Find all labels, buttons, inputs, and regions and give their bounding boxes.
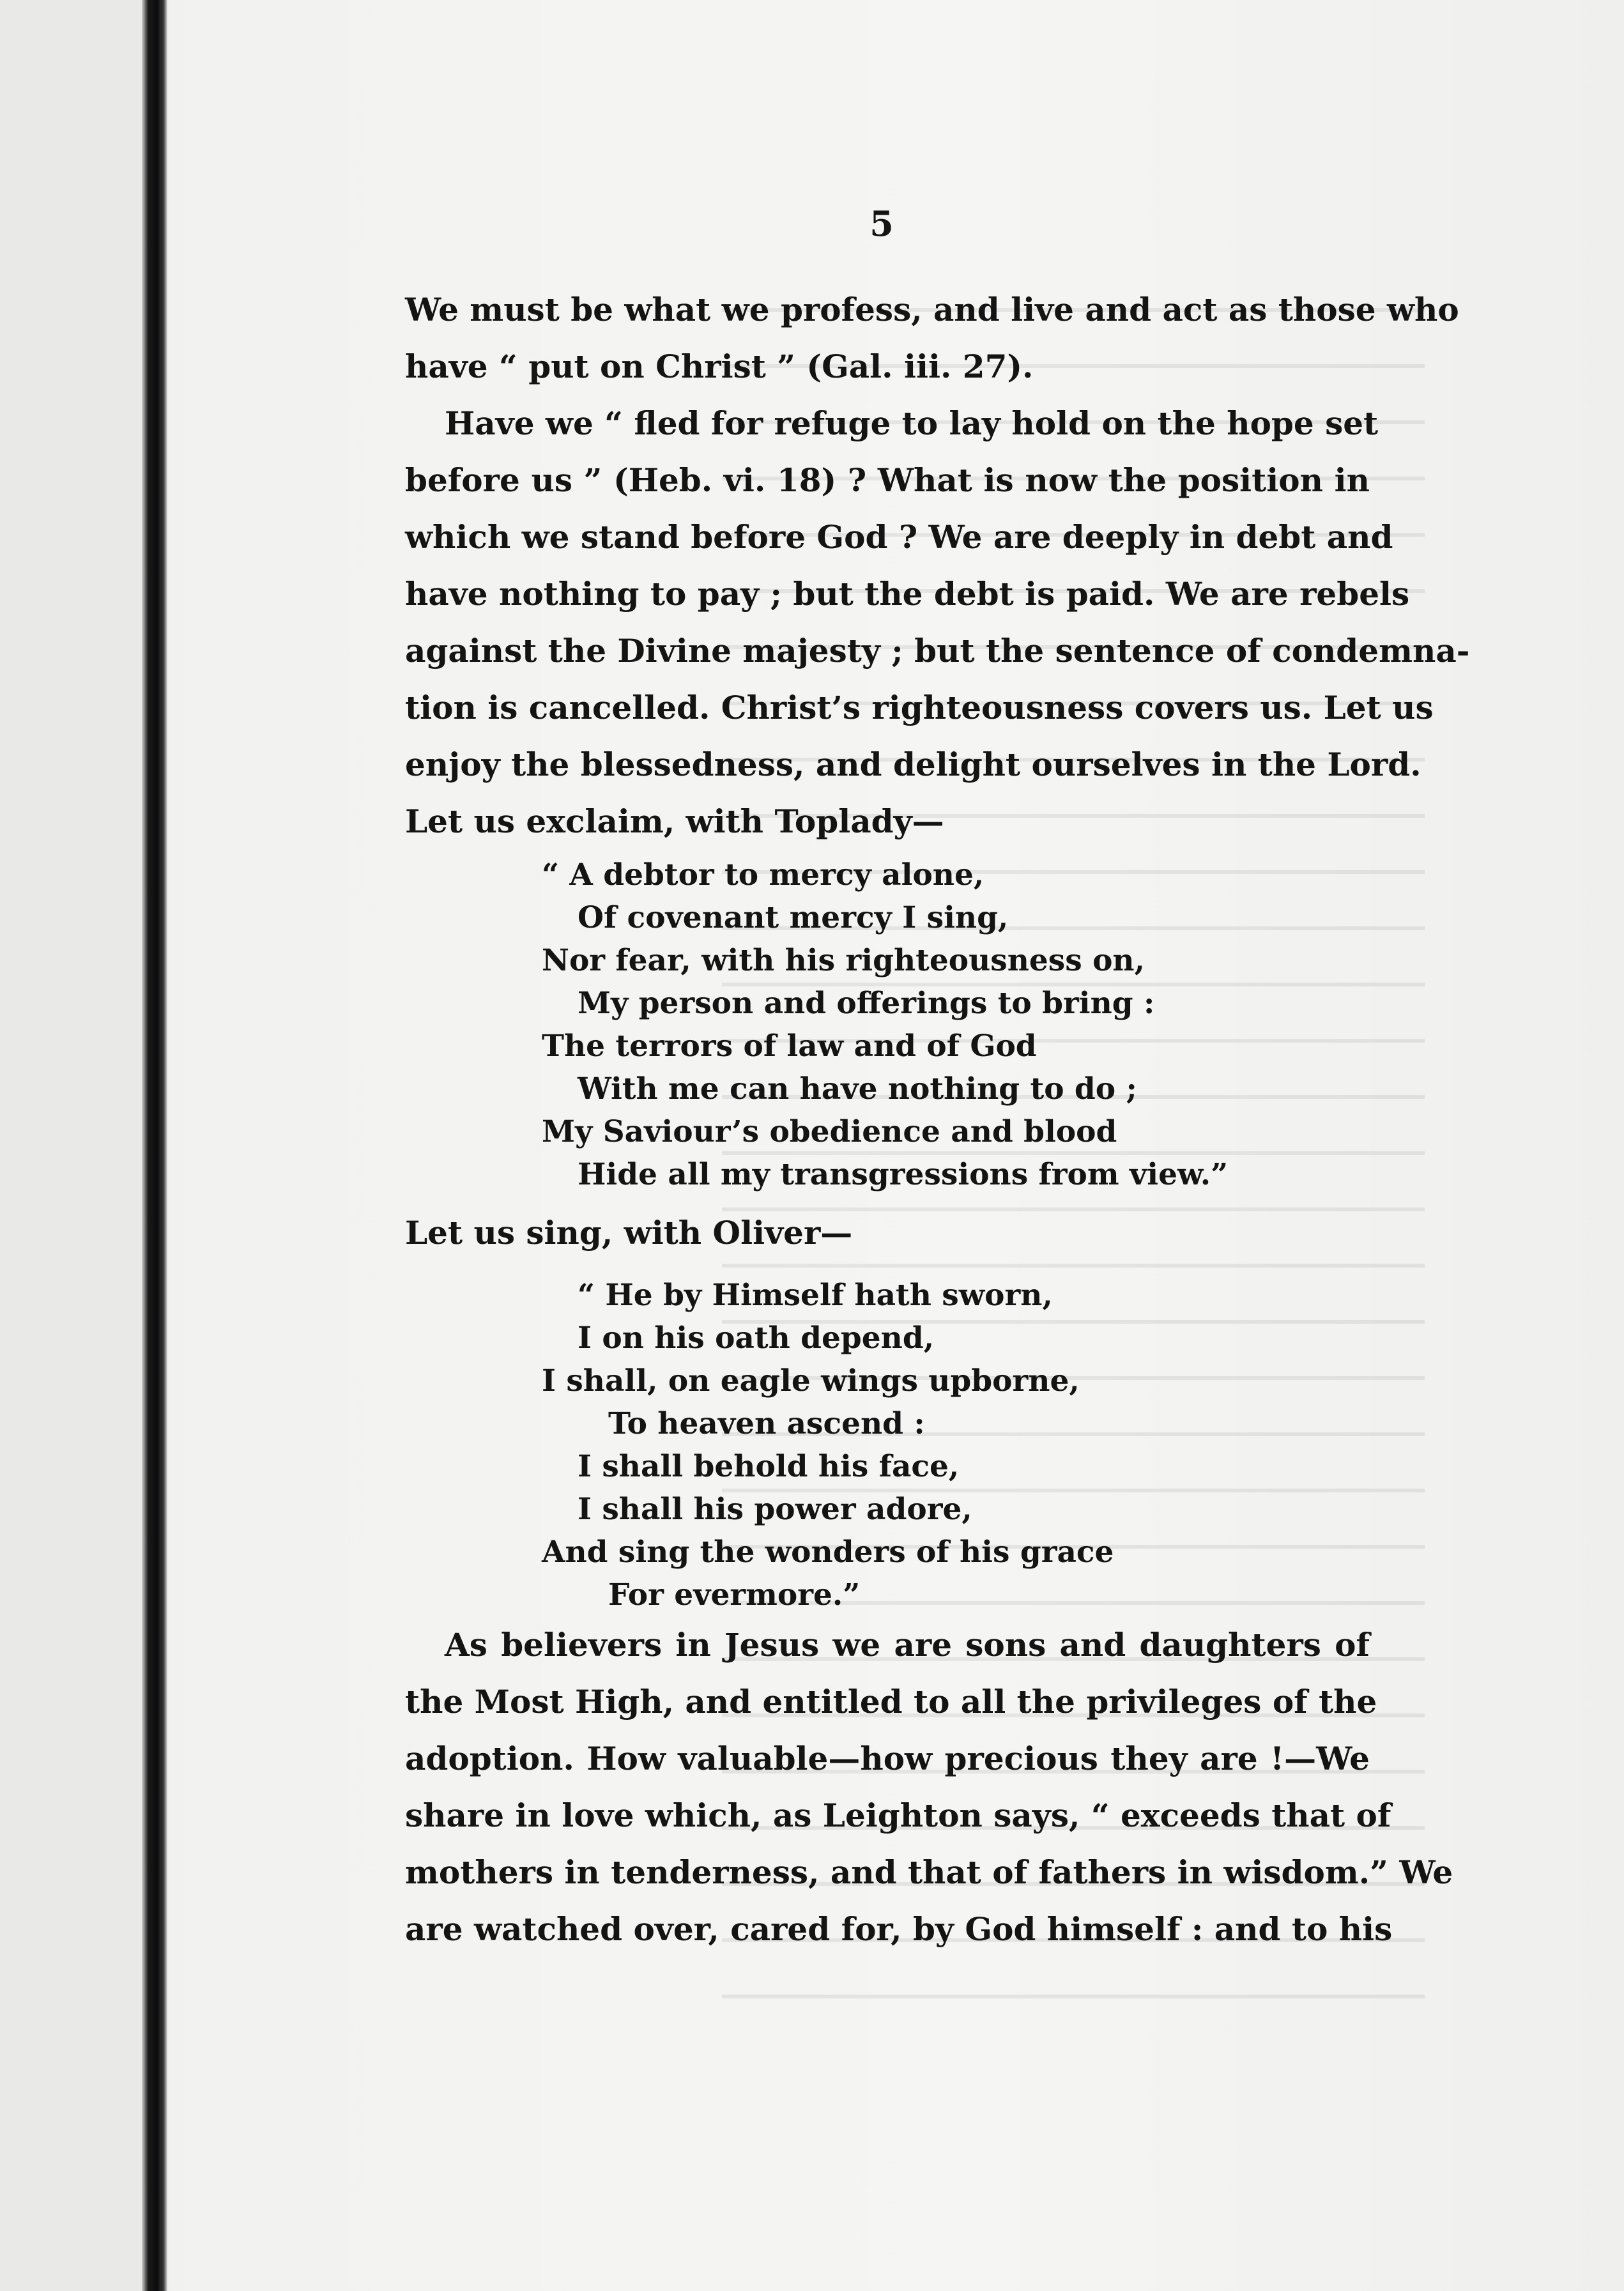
verse-line: “ A debtor to mercy alone,: [542, 857, 984, 893]
verse-line: I shall his power adore,: [578, 1492, 972, 1527]
verse-line: With me can have nothing to do ;: [578, 1071, 1137, 1107]
binding-edge: [142, 0, 167, 2291]
body-text-lower: [405, 1616, 1453, 1958]
text-line: mothers in tenderness, and that of fathers in wisdom.” We: [405, 1853, 1453, 1891]
text-line: As believers in Jesus we are sons and daughters of: [445, 1626, 1370, 1664]
verse-line: “ He by Himself hath sworn,: [578, 1278, 1053, 1313]
verse-line: The terrors of law and of God: [542, 1029, 1037, 1064]
text-line: Have we “ fled for refuge to lay hold on the hope set: [445, 404, 1379, 442]
text-line: the Most High, and entitled to all the privileges of the: [405, 1683, 1377, 1720]
verse-line: Nor fear, with his righteousness on,: [542, 943, 1145, 978]
verse-toplady: [542, 854, 1228, 1196]
verse-line: For evermore.”: [608, 1577, 861, 1613]
text-line: tion is cancelled. Christ’s righteousness covers us. Let us: [405, 689, 1434, 726]
verse-line: To heaven ascend :: [608, 1406, 925, 1441]
text-line: before us ” (Heb. vi. 18) ? What is now the position in: [405, 461, 1370, 499]
verse-line: Hide all my transgressions from view.”: [578, 1157, 1229, 1192]
verse-line: I shall behold his face,: [578, 1449, 960, 1484]
verse-intro: Let us sing, with Oliver—: [405, 1214, 853, 1252]
text-line: against the Divine majesty ; but the sentence of condemna-: [405, 632, 1470, 670]
verse-line: I on his oath depend,: [578, 1321, 935, 1356]
text-line: have nothing to pay ; but the debt is paid. We are rebels: [405, 575, 1410, 613]
text-line: which we stand before God ? We are deeply in debt and: [405, 518, 1393, 556]
verse-line: I shall, on eagle wings upborne,: [542, 1363, 1080, 1398]
verse-line: My Saviour’s obedience and blood: [542, 1114, 1117, 1149]
verse-line: And sing the wonders of his grace: [542, 1535, 1114, 1570]
text-line: are watched over, cared for, by God himself : and to his: [405, 1910, 1393, 1948]
body-text-upper: [405, 281, 1470, 850]
verse-oliver: [542, 1274, 1114, 1616]
text-line: share in love which, as Leighton says, “ exceeds that of: [405, 1797, 1391, 1834]
text-line: Let us exclaim, with Toplady—: [405, 802, 944, 840]
page-number: 5: [869, 203, 894, 244]
text-line: adoption. How valuable—how precious they are !—We: [405, 1740, 1370, 1777]
text-line: enjoy the blessedness, and delight ourselves in the Lord.: [405, 746, 1421, 783]
text-line: We must be what we profess, and live and act as those who: [405, 291, 1459, 328]
facing-page-margin: [0, 0, 142, 2291]
text-line: have “ put on Christ ” (Gal. iii. 27).: [405, 348, 1034, 385]
verse-line: Of covenant mercy I sing,: [578, 900, 1009, 935]
verse-line: My person and offerings to bring :: [578, 986, 1155, 1021]
